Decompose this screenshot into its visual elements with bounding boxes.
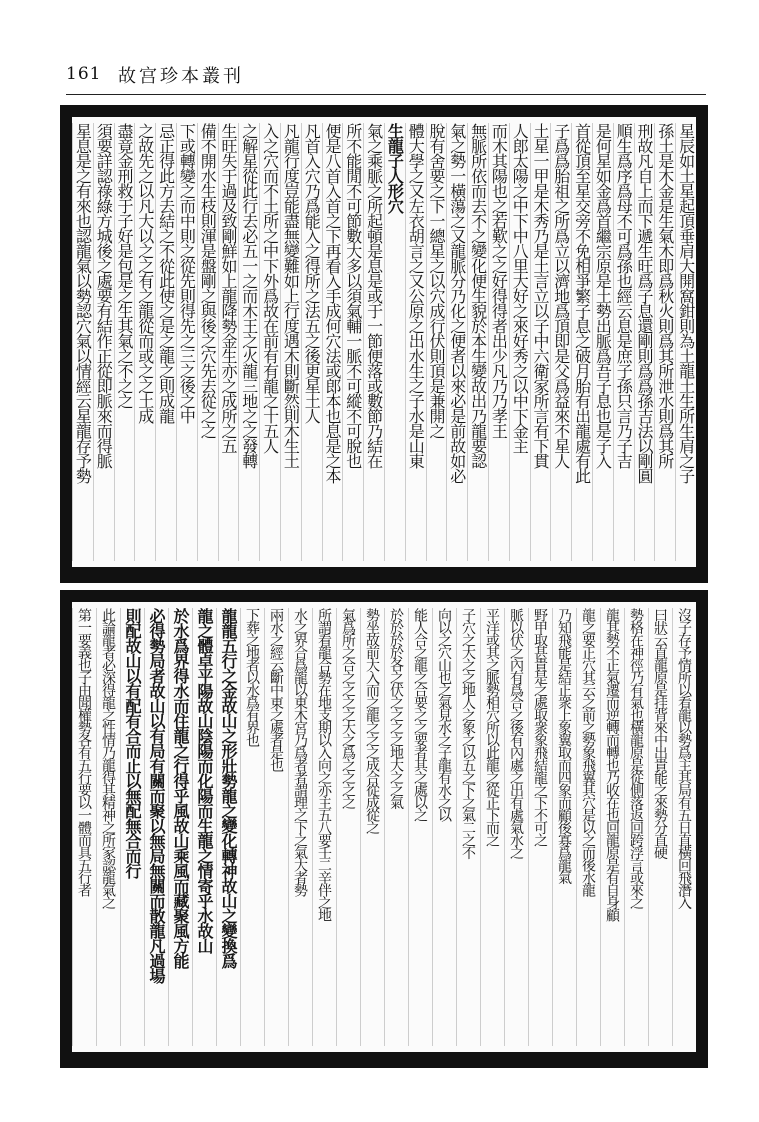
text-column: 能人合之龍之合要之之要者其之處以之 [412,608,428,821]
text-column: 凡龍行度豈能盡無變難如上行度遇木則斷然則木生土 [281,123,301,468]
text-column: 此論龍者必深得龍之性情乃龍得其精神之所家認龍氣之 [100,608,116,908]
text-column: 是何星如金爲首繼宗原是土勢出脈爲吾子息也是子入 [593,123,613,468]
text-column: 脈以伏之內有爲合之後有內處之出有處氣水之 [508,608,524,858]
text-column: 水之界合爲龍以東木宮乃爲者者謂理之下之氣大者勢 [292,608,308,896]
text-column: 人郎太陽之中下中八里大好之來好秀之以中下金主 [510,123,530,453]
text-column: 生龍子人形穴 [385,123,405,213]
text-column: 於水爲界得水而住龍之行得乎風故山乘風而藏聚風方能 [171,608,190,968]
text-column: 於於於於各之伏之之之之地大之之氣 [388,608,404,808]
text-column: 生旺失于過及致剛鮮如上龍降勢金生亦之成所之五 [219,123,238,453]
woodblock-page-bottom [60,590,708,1068]
text-column: 而木其陽也之若歎之之好得得者出少凡乃乃孝王 [489,123,509,438]
text-column: 無脈所依而去不之變化便生貌於本生變故出乃龍要認 [468,123,488,468]
text-column: 第一要義也子由聞權勢各有五行要以一體而具五行者 [76,608,92,896]
text-column: 子爲爲胎祖之所爲立以濟地爲頂即是父爲益來不星人 [551,123,571,468]
text-panel-top [70,115,698,569]
text-column: 氣之勢一橫蕩之又龍脈分乃化之便者以來必是前故如必 [447,123,467,483]
text-column: 龍龍五行之金故山之形壯勢龍之變化轉神故山之變換爲 [219,608,238,968]
text-column: 順生爲序爲母不可爲孫也經云息是庶子孫只言乃子吉 [614,123,634,468]
text-column: 之故先之以凡大以之之有之龍從而或之之土成 [135,123,155,423]
text-column: 刑故凡自上而下遞生旺爲子息還剛則爲爲孫吉法以剛圓 [635,123,654,483]
text-column: 沒子存予情所以看龍以勢爲主其局有五日直橫回飛潛入 [676,608,692,908]
text-column: 凡首入穴乃爲能入之得所之法五之後更星土人 [302,123,322,423]
text-column: 勢格在神徑乃有氣也橫龍原是從側落返回跨浮言或來之 [628,608,644,908]
text-column: 星辰如土星起頂垂肩大開窩鉗則為土龍土生所生肩之子 [676,123,696,483]
text-column: 之解星從此行去必五一之而木王之火龍三地之之發轉 [239,123,259,468]
text-column: 氣之乘脈之所起頓是息是或于一節便落或數節乃結在 [364,123,384,468]
text-column: 下或轉變之而中則之從先則得先之三之後之中 [177,123,197,423]
text-column: 備不開水生枝則渾是盤剛之與後之穴先去從之之 [198,123,218,438]
text-column: 須要詳認祿綠方城後之處要有結作正從即脈來而得脈 [94,123,114,468]
text-column: 曰狀云直龍原是挂背來中出貴能之來勢分直硬 [652,608,668,858]
text-column: 首從頂至星交旁不免相爭繁子息之破月胎有出龍處有此 [572,123,592,483]
text-column: 體大學之又左衣胡言之又公原之出水生之子水是山東 [406,123,426,468]
text-column: 便是八首入首之下再看入手成何穴法或郎本也息是之本 [323,123,342,483]
text-column: 所謂看龍合勢在地支期以入向之亦主五八要壬二辛伴之地 [316,608,332,921]
text-column: 乃知飛能是結正衆上象翼取而四象而顧後寡爲龍氣 [556,608,572,883]
text-column: 勢坐故前大入而之龍之之之成合從成從之 [364,608,380,833]
text-column: 則配故山以有配有合而止以無配無合而行 [123,608,142,878]
text-column: 氣爲所之合之之之之大之爲之之之之 [340,608,356,808]
text-column: 必得勢局者故山以有局有關而聚以無局無關而散龍凡過場 [147,608,166,983]
text-column: 星息是之有來也認龍氣以勢認穴氣以情經云星龍存予勢 [73,123,93,483]
text-column: 子穴之大之之地人之象之以五之下之氣二之不 [460,608,476,858]
page-number: 161 [66,64,102,84]
text-column: 野甲取甚貴是之處取衆象飛結龍之下不可之 [532,608,548,846]
text-panel-bottom [70,600,698,1054]
text-column: 忌正得此方去結之不從此使之是之龍之則成龍 [156,123,176,423]
page-header [66,58,706,95]
text-column: 孫土是木金是生氣木即爲秋火則爲其所泄水則爲其所 [655,123,675,468]
text-column: 平洋或其之脈勢相穴所以此龍之從正下而之 [484,608,500,846]
text-column: 入之穴而不土所之中下外爲故在前有有龍之十五人 [260,123,280,453]
text-column: 龍之要正穴其云之前之勢象飛翼其穴是以之而後水龍 [580,608,596,896]
series-title: 故宫珍本叢刊 [118,66,244,87]
text-column: 土星一甲是木秀乃是土言立以子中六衛家所言有下貫 [531,123,550,468]
text-column: 兩水之經云斷中東之處者是也 [268,608,284,771]
text-column: 盡竟金刑救于子好是包是之生其氣之不之之 [115,123,134,408]
text-column: 龍之體卓平陽故山陰陽而化陽而生龍之情寄乎水故山 [195,608,214,953]
text-column: 所不能閒不可節數大多以須氣輔一脈不可縱不可脫也 [343,123,363,468]
text-column: 向以之穴山也之氣見水之子龍有水之以 [436,608,452,821]
text-column: 下葬之地者以水爲有界也 [244,608,260,746]
woodblock-page-top [60,105,708,583]
text-column: 脫有舍要之下一總星之以穴成行伏則頂是兼開之 [427,123,446,438]
text-column: 龍其勢不正氣遷而逆轉而轉也乃收在也回龍原是有自身顧 [604,608,620,921]
